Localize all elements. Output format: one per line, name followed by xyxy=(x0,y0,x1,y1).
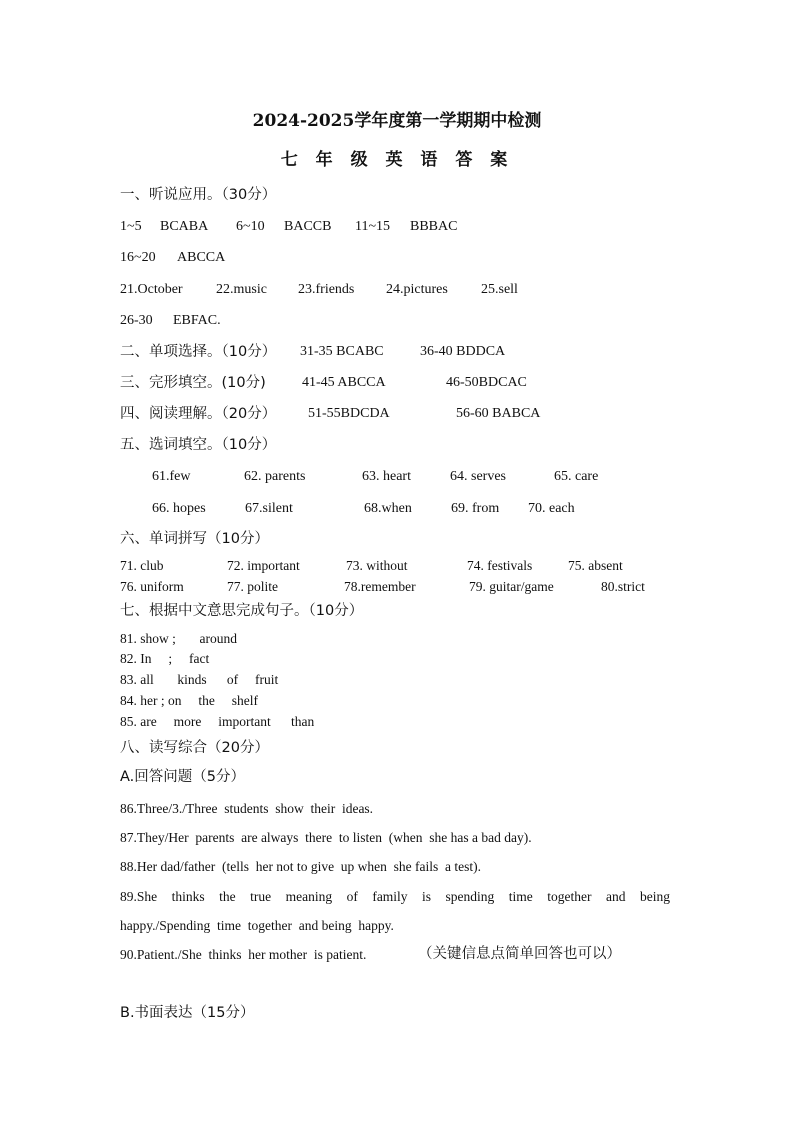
answer-item: 62. parents xyxy=(244,469,306,484)
answer-item: 51-55BDCDA xyxy=(308,406,390,421)
section-sentences-heading: 七、根据中文意思完成句子。（10分） xyxy=(120,603,364,619)
answer-item: 77. polite xyxy=(227,579,278,594)
answer-item: 80.strict xyxy=(601,579,645,594)
answer-item: 78.remember xyxy=(344,579,416,594)
section-listening-heading: 一、听说应用。（30分） xyxy=(120,187,277,203)
answer-item: 36-40 BDDCA xyxy=(420,344,506,359)
answer-range: 6~10 xyxy=(236,219,265,234)
answer-item: 79. guitar/game xyxy=(469,579,554,594)
answer-item: 65. care xyxy=(554,469,599,484)
part-a-heading: A.回答问题（5分） xyxy=(120,769,245,785)
answer-range: 16~20 xyxy=(120,250,156,265)
answer-item: 46-50BDCAC xyxy=(446,375,527,390)
answer-item: 66. hopes xyxy=(152,501,206,516)
answer-item: 76. uniform xyxy=(120,579,184,594)
sentence-answer: 83. all kinds of fruit xyxy=(120,672,279,687)
section-comprehensive-heading: 八、读写综合（20分） xyxy=(120,740,269,756)
section-heading: 四、阅读理解。（20分） xyxy=(120,406,277,422)
answer-item: 75. absent xyxy=(568,558,623,573)
answer-86: 86.Three/3./Three students show their ideas. xyxy=(120,801,374,816)
answer-item: 61.few xyxy=(152,469,191,484)
answer-87: 87.They/Her parents are always there to listen (when she has a bad day). xyxy=(120,830,532,845)
answer-item: 68.when xyxy=(364,501,412,516)
answer-value: ABCCA xyxy=(177,250,226,265)
answer-90-text: 90.Patient./She thinks her mother is patient. xyxy=(120,947,367,962)
answer-value: BACCB xyxy=(284,219,332,234)
sentence-answer: 82. In ; fact xyxy=(120,651,210,666)
section-heading: 三、完形填空。(10分) xyxy=(120,375,266,391)
answer-item: 24.pictures xyxy=(386,282,448,297)
answer-item: 64. serves xyxy=(450,469,506,484)
answer-range: 1~5 xyxy=(120,219,142,234)
answer-item: 72. important xyxy=(227,558,300,573)
answer-item: 70. each xyxy=(528,501,575,516)
answer-item: 23.friends xyxy=(298,282,355,297)
answer-item: 56-60 BABCA xyxy=(456,406,541,421)
section-word-fill-heading: 五、选词填空。（10分） xyxy=(120,437,277,453)
answer-item: 71. club xyxy=(120,558,164,573)
answer-item: 73. without xyxy=(346,558,408,573)
answer-90-note: （关键信息点简单回答也可以） xyxy=(418,946,621,962)
section-spelling-heading: 六、单词拼写（10分） xyxy=(120,531,269,547)
answer-item: 31-35 BCABC xyxy=(300,344,384,359)
part-b-heading: B.书面表达（15分） xyxy=(120,1005,255,1021)
answer-item: 74. festivals xyxy=(467,558,533,573)
section-heading: 二、单项选择。（10分） xyxy=(120,344,277,360)
answer-89-line-2: happy./Spending time together and being happy. xyxy=(120,918,394,933)
page-subtitle: 七 年 级 英 语 答 案 xyxy=(280,150,514,170)
sentence-answer: 85. are more important than xyxy=(120,714,315,729)
answer-range: 11~15 xyxy=(355,219,391,234)
answer-range: 26-30 xyxy=(120,313,153,328)
answer-item: 25.sell xyxy=(481,282,518,297)
answer-item: 41-45 ABCCA xyxy=(302,375,386,390)
answer-value: BBBAC xyxy=(410,219,458,234)
answer-88: 88.Her dad/father (tells her not to give up when she fails a test). xyxy=(120,859,482,874)
answer-value: BCABA xyxy=(160,219,209,234)
sentence-answer: 84. her ; on the shelf xyxy=(120,693,258,708)
answer-item: 69. from xyxy=(451,501,500,516)
answer-item: 21.October xyxy=(120,282,183,297)
answer-89-line-1: 89.She thinks the true meaning of family is spending time together and being xyxy=(120,889,670,904)
answer-item: 67.silent xyxy=(245,501,293,516)
answer-value: EBFAC. xyxy=(173,313,221,328)
sentence-answer: 81. show ; around xyxy=(120,631,237,646)
page-title: 2024-2025学年度第一学期期中检测 xyxy=(252,111,542,131)
answer-item: 63. heart xyxy=(362,469,411,484)
answer-item: 22.music xyxy=(216,282,267,297)
